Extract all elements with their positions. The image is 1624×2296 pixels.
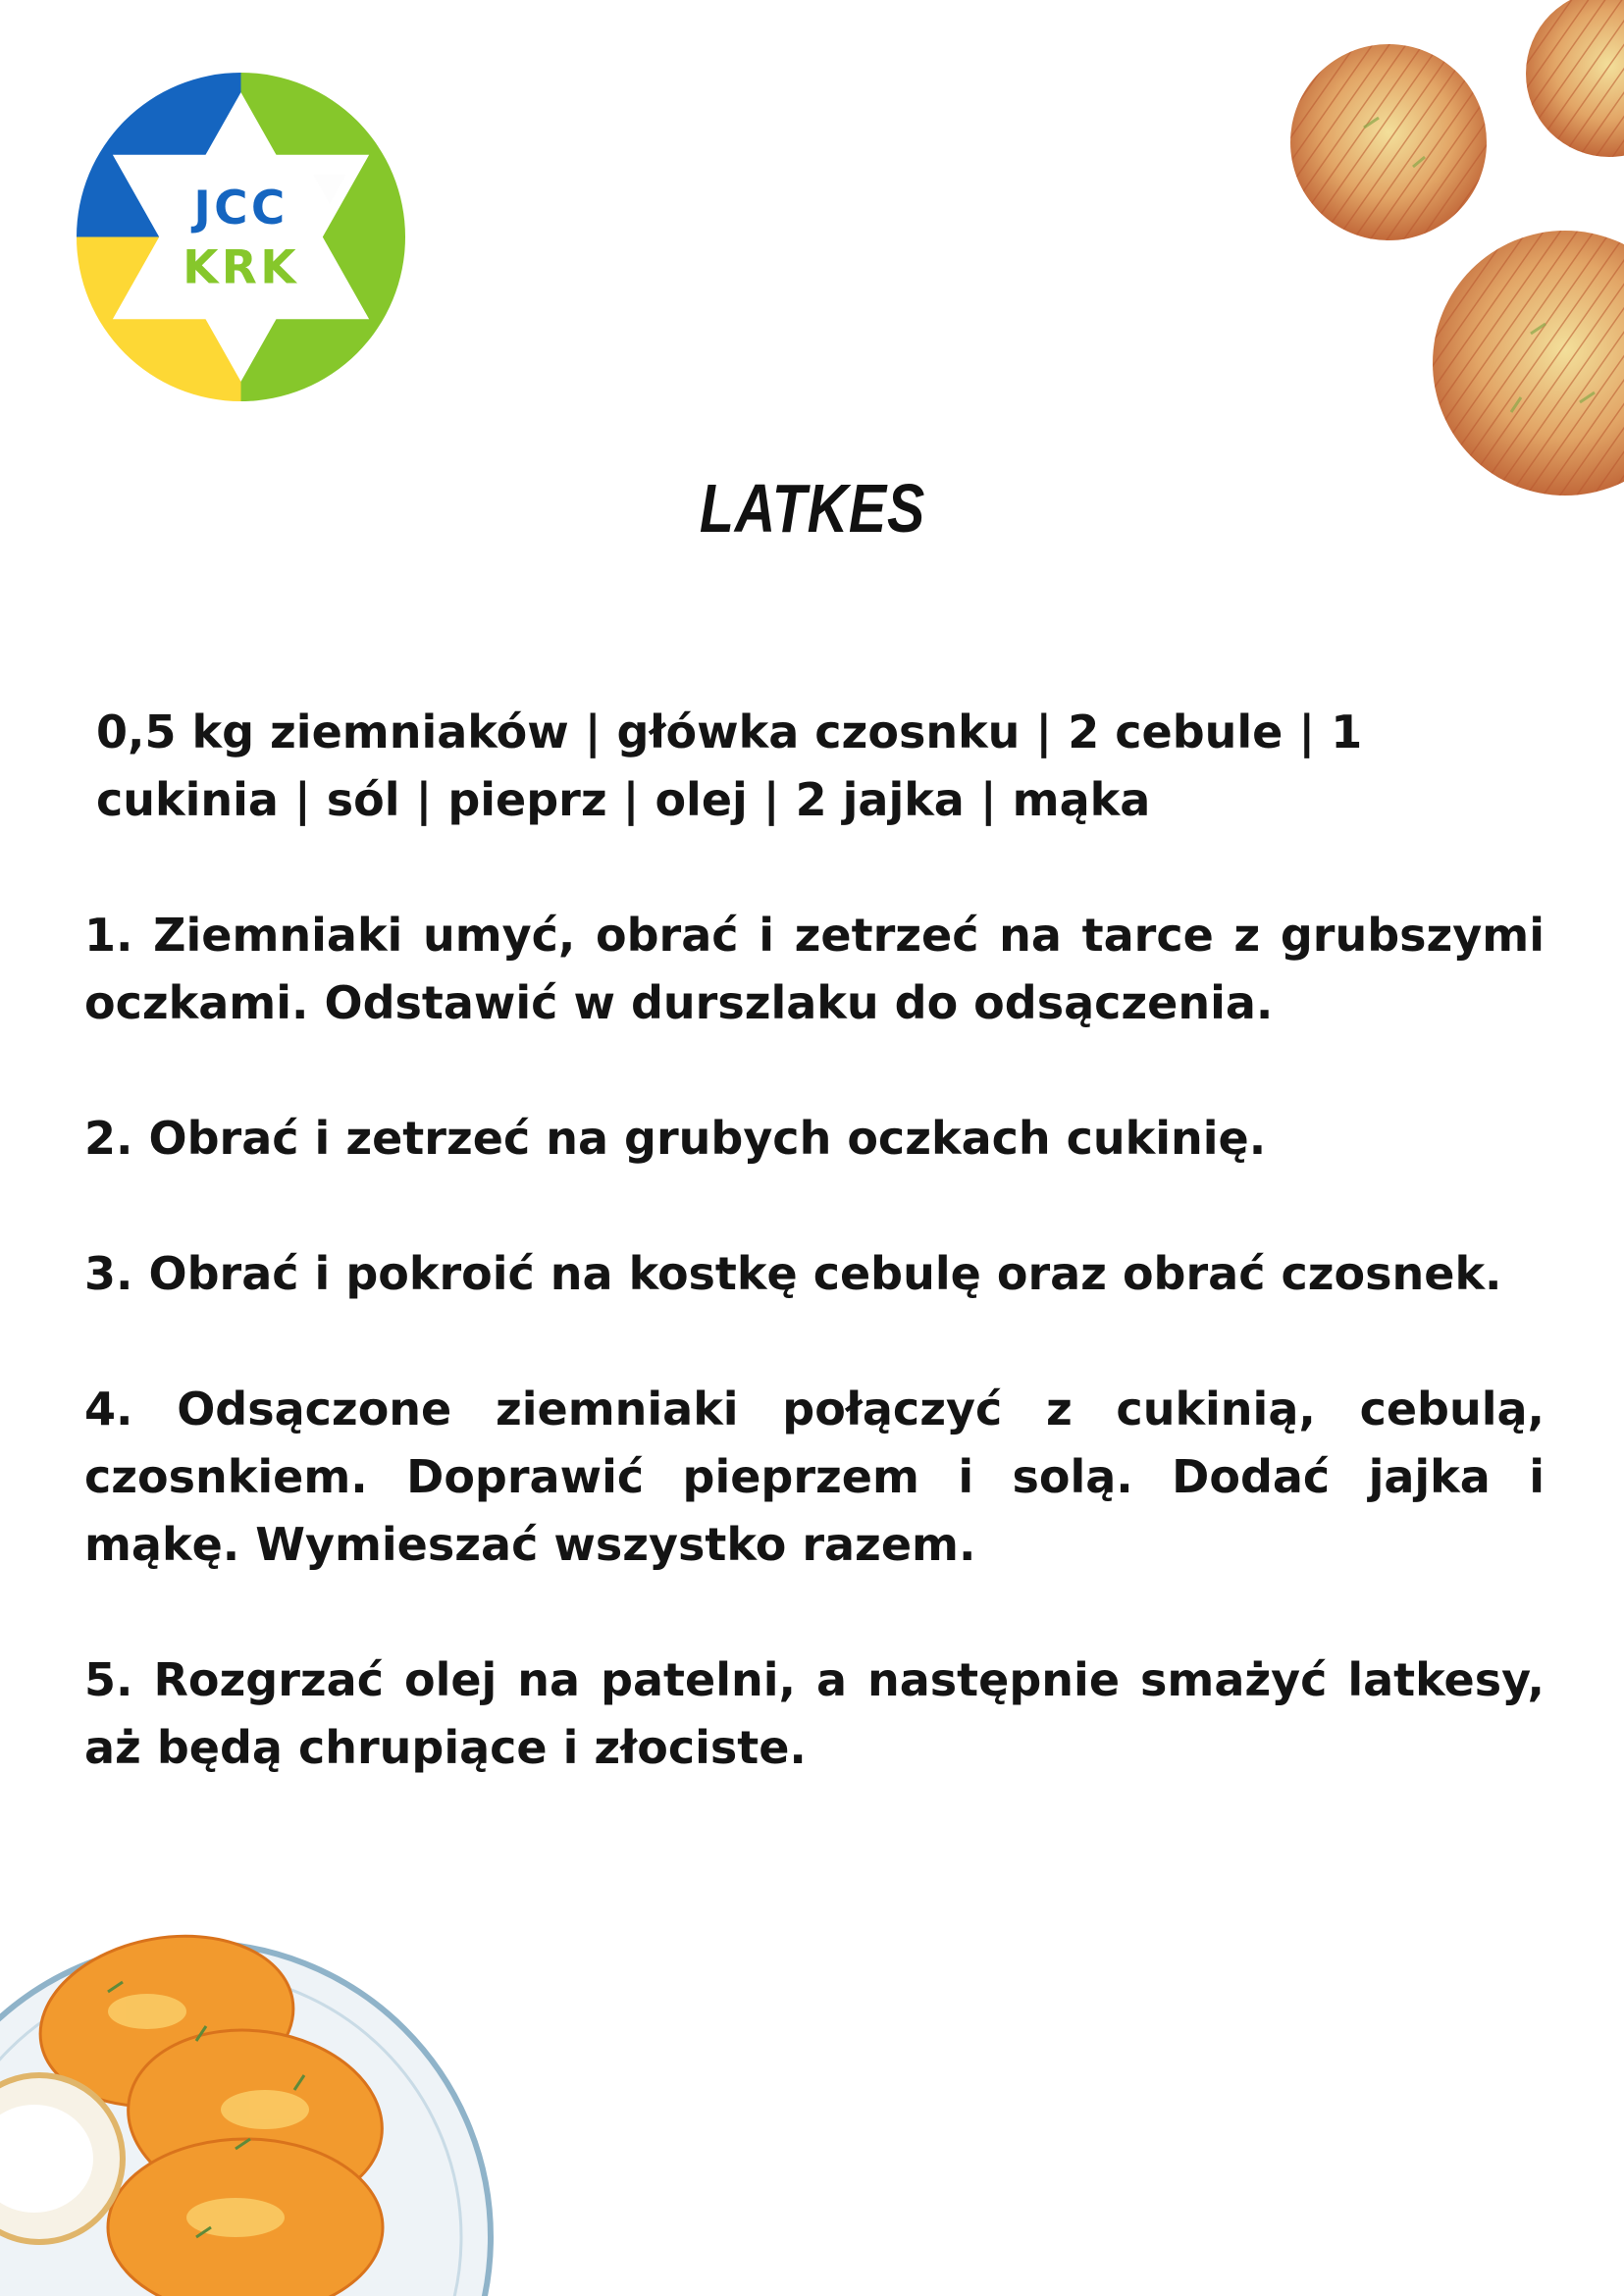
recipe-step-5: 5. Rozgrzać olej na patelni, a następnie smażyć latkesy, aż będą chrupiące i złociste.: [84, 1653, 1545, 1774]
logo-line2: KRK: [183, 240, 299, 295]
recipe-step-3: 3. Obrać i pokroić na kostkę cebulę oraz obrać czosnek.: [84, 1247, 1502, 1300]
latkes-plate-illustration: [0, 1913, 510, 2296]
recipe-step-1: 1. Ziemniaki umyć, obrać i zetrzeć na tarce z grubszymi oczkami. Odstawić w durszlaku do odsączenia.: [84, 909, 1545, 1029]
latkes-illustration: [1285, 0, 1624, 549]
recipe-title: LATKES: [699, 470, 926, 547]
recipe-step-2: 2. Obrać i zetrzeć na grubych oczkach cukinię.: [84, 1112, 1267, 1165]
recipe-step-4: 4. Odsączone ziemniaki połączyć z cukinią, cebulą, czosnkiem. Doprawić pieprzem i solą. Dodać jajka i mąkę. Wymieszać wszystko razem.: [84, 1383, 1545, 1571]
logo-line1: JCC: [193, 182, 288, 236]
recipe-content: [84, 699, 1545, 1850]
ingredients-list: 0,5 kg ziemniaków | główka czosnku | 2 cebule | 1 cukinia | sól | pieprz | olej | 2 jajka | mąka: [96, 705, 1363, 826]
jcc-krk-logo: [77, 73, 405, 401]
